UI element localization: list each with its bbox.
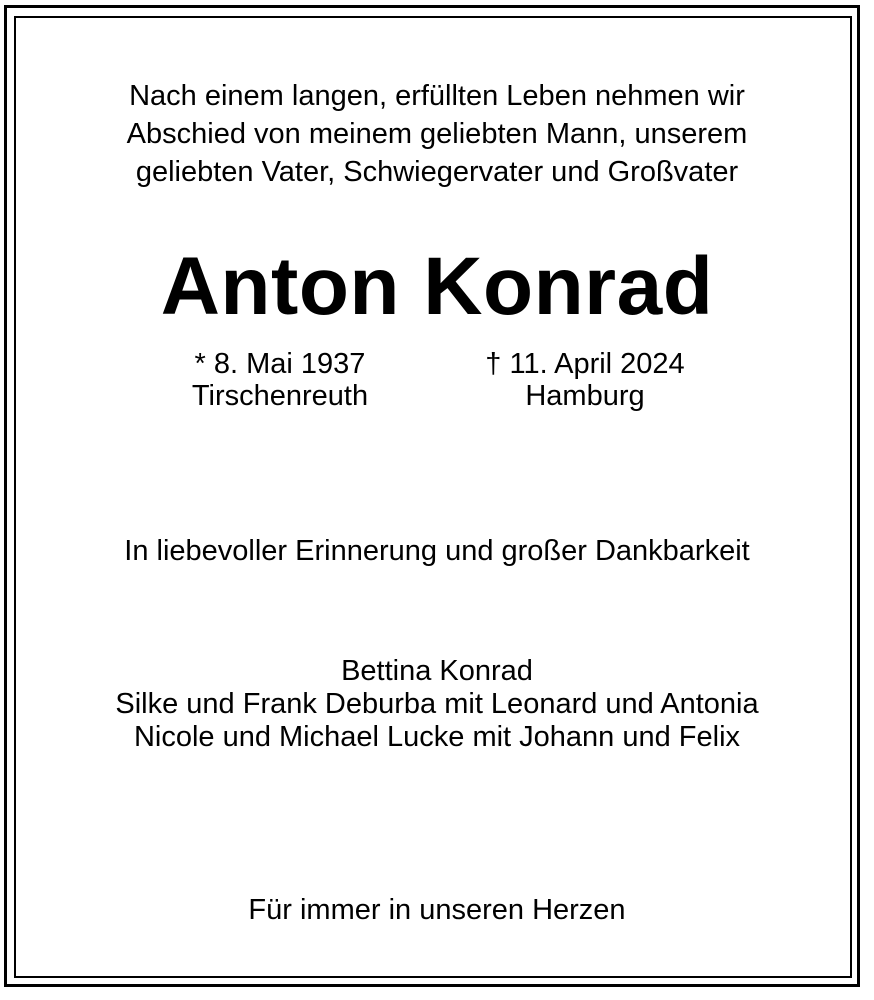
intro-line-1: Nach einem langen, erfüllten Leben nehmen wir (129, 80, 745, 112)
remembrance-text: In liebevoller Erinnerung und großer Dankbarkeit (124, 535, 750, 567)
birth-place: Tirschenreuth (191, 380, 369, 412)
deceased-name: Anton Konrad (160, 241, 714, 332)
death-place: Hamburg (525, 380, 645, 412)
closing-text: Für immer in unseren Herzen (248, 894, 626, 926)
mourner-line-3: Nicole und Michael Lucke mit Johann und Felix (133, 721, 741, 753)
mourner-line-1: Bettina Konrad (341, 655, 533, 687)
death-date: † 11. April 2024 (485, 348, 685, 380)
intro-line-2: Abschied von meinem geliebten Mann, unserem (126, 118, 748, 150)
intro-line-3: geliebten Vater, Schwiegervater und Großvater (135, 156, 739, 188)
mourner-line-2: Silke und Frank Deburba mit Leonard und Antonia (115, 688, 759, 720)
birth-date: * 8. Mai 1937 (194, 348, 366, 380)
